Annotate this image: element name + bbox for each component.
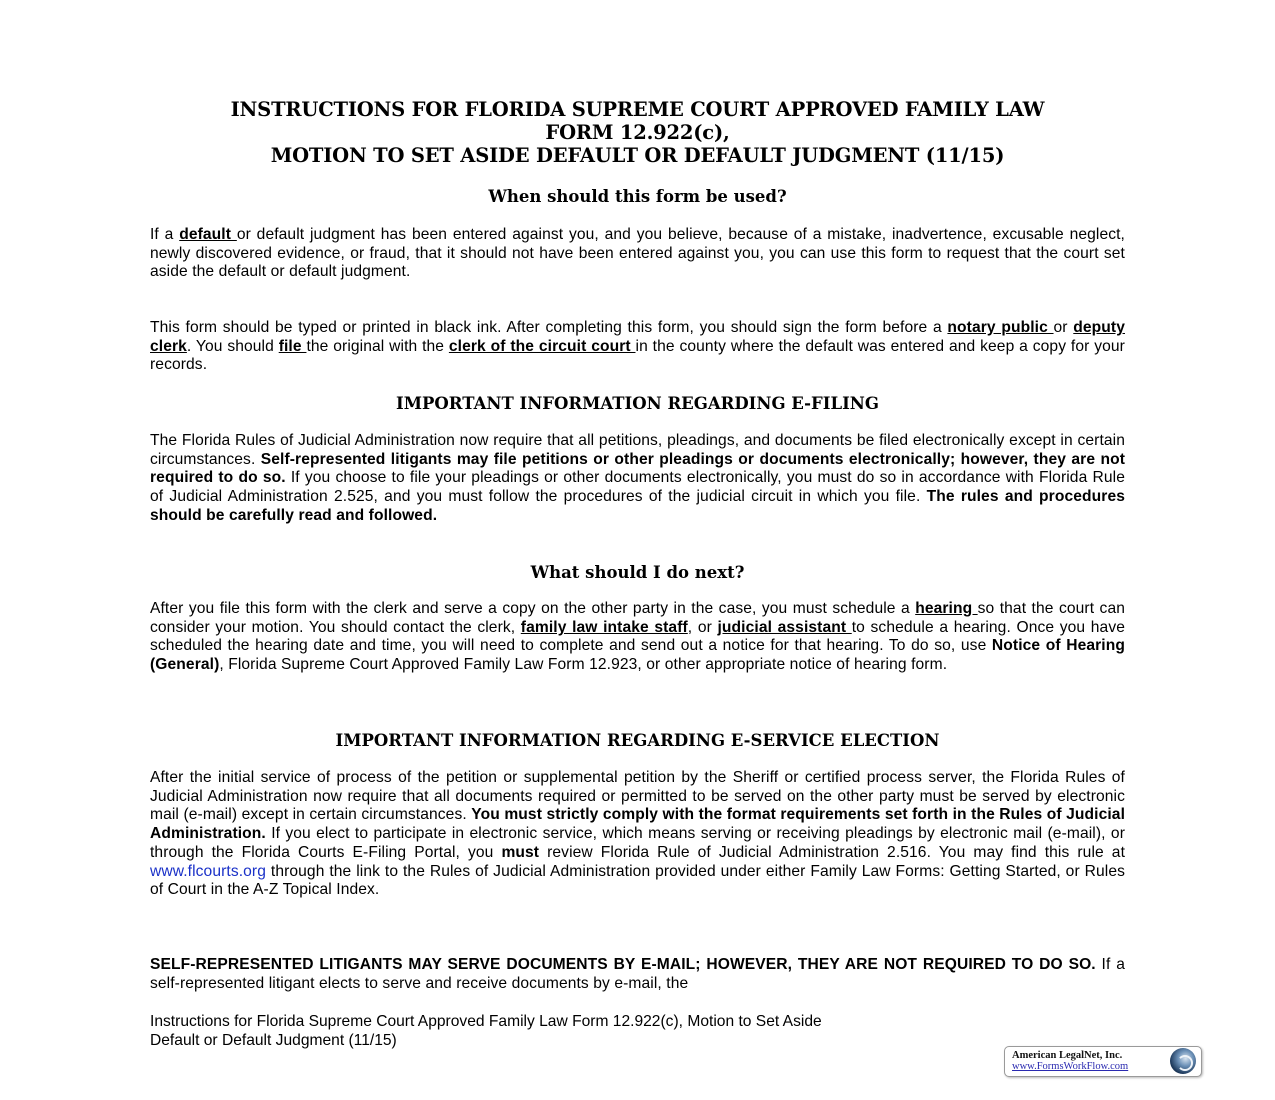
paragraph-ink-instructions: This form should be typed or printed in black ink. After completing this form, you should sign the form before a notary public or deputy clerk. You should file the original with the clerk of the circuit court in the county where the default was entered and keep a copy for your records. xyxy=(150,319,1125,374)
title-line-1: INSTRUCTIONS FOR FLORIDA SUPREME COURT APPROVED FAMILY LAW xyxy=(230,98,1045,121)
paragraph-when-used: If a default or default judgment has been entered against you, and you believe, because of a mistake, inadvertence, excusable neglect, newly discovered evidence, or fraud, that it should not have been entered against you, you can use this form to request that the court set aside the default or default judgment. xyxy=(150,226,1125,281)
footer-line-2: Default or Default Judgment (11/15) xyxy=(150,1032,397,1049)
heading-next-steps: What should I do next? xyxy=(530,563,745,582)
link-deputy-clerk[interactable]: deputy clerk xyxy=(150,319,1125,355)
heading-eservice: IMPORTANT INFORMATION REGARDING E-SERVICE ELECTION xyxy=(335,731,940,750)
link-clerk-circuit-court[interactable]: clerk of the circuit court xyxy=(448,337,636,355)
link-family-law-intake-staff[interactable]: family law intake staff xyxy=(520,618,688,636)
paragraph-efiling: The Florida Rules of Judicial Administration now require that all petitions, pleadings, and documents be filed electronically except in certain circumstances. Self-represented litigants may file petitions or other pleadings or documents electronically; however, they are not required to do so. If you choose to file your pleadings or other documents electronically, you must do so in accordance with Florida Rule of Judicial Administration 2.525, and you must follow the procedures of the judicial circuit in which you file. The rules and procedures should be carefully read and followed. xyxy=(150,432,1125,524)
paragraph-next-steps: After you file this form with the clerk and serve a copy on the other party in the case, you must schedule a hearing so that the court can consider your motion. You should contact the clerk, family law intake staff, or judicial assistant to schedule a hearing. Once you have scheduled the hearing date and time, you will need to complete and send out a notice for that hearing. To do so, use Notice of Hearing (General), Florida Supreme Court Approved Family Law Form 12.923, or other appropriate notice of hearing form. xyxy=(150,600,1125,674)
heading-efiling: IMPORTANT INFORMATION REGARDING E-FILING xyxy=(396,394,879,413)
link-hearing[interactable]: hearing xyxy=(915,600,978,617)
link-flcourts[interactable]: www.flcourts.org xyxy=(150,862,266,880)
link-notary-public[interactable]: notary public xyxy=(947,319,1054,336)
link-file[interactable]: file xyxy=(278,337,307,355)
link-default[interactable]: default xyxy=(179,226,237,243)
heading-when-used: When should this form be used? xyxy=(488,187,787,206)
document-title xyxy=(140,98,1135,167)
title-line-2: FORM 12.922(c), xyxy=(545,121,730,144)
badge-url-link[interactable]: www.FormsWorkFlow.com xyxy=(1012,1061,1129,1072)
link-judicial-assistant[interactable]: judicial assistant xyxy=(717,618,852,636)
paragraph-self-represented: SELF-REPRESENTED LITIGANTS MAY SERVE DOCUMENTS BY E-MAIL; HOWEVER, THEY ARE NOT REQUIRED TO DO SO. If a self-represented litigant elects to serve and receive documents by e-mail, the xyxy=(150,956,1125,992)
title-line-3: MOTION TO SET ASIDE DEFAULT OR DEFAULT JUDGMENT (11/15) xyxy=(270,144,1005,167)
globe-icon xyxy=(1170,1048,1196,1074)
footer-line-1: Instructions for Florida Supreme Court Approved Family Law Form 12.922(c), Motion to Set Aside xyxy=(150,1013,822,1030)
page-footer xyxy=(150,1012,1090,1050)
badge-company-name: American LegalNet, Inc. xyxy=(1012,1050,1123,1061)
american-legalnet-badge[interactable] xyxy=(1004,1046,1202,1077)
paragraph-eservice: After the initial service of process of the petition or supplemental petition by the Sheriff or certified process server, the Florida Rules of Judicial Administration now require that all documents required or permitted to be served on the other party must be served by electronic mail (e-mail) except in certain circumstances. You must strictly comply with the format requirements set forth in the Rules of Judicial Administration. If you elect to participate in electronic service, which means serving or receiving pleadings by electronic mail (e-mail), or through the Florida Courts E-Filing Portal, you must review Florida Rule of Judicial Administration 2.516. You may find this rule at www.flcourts.org through the link to the Rules of Judicial Administration provided under either Family Law Forms: Getting Started, or Rules of Court in the A-Z Topical Index. xyxy=(150,769,1126,899)
